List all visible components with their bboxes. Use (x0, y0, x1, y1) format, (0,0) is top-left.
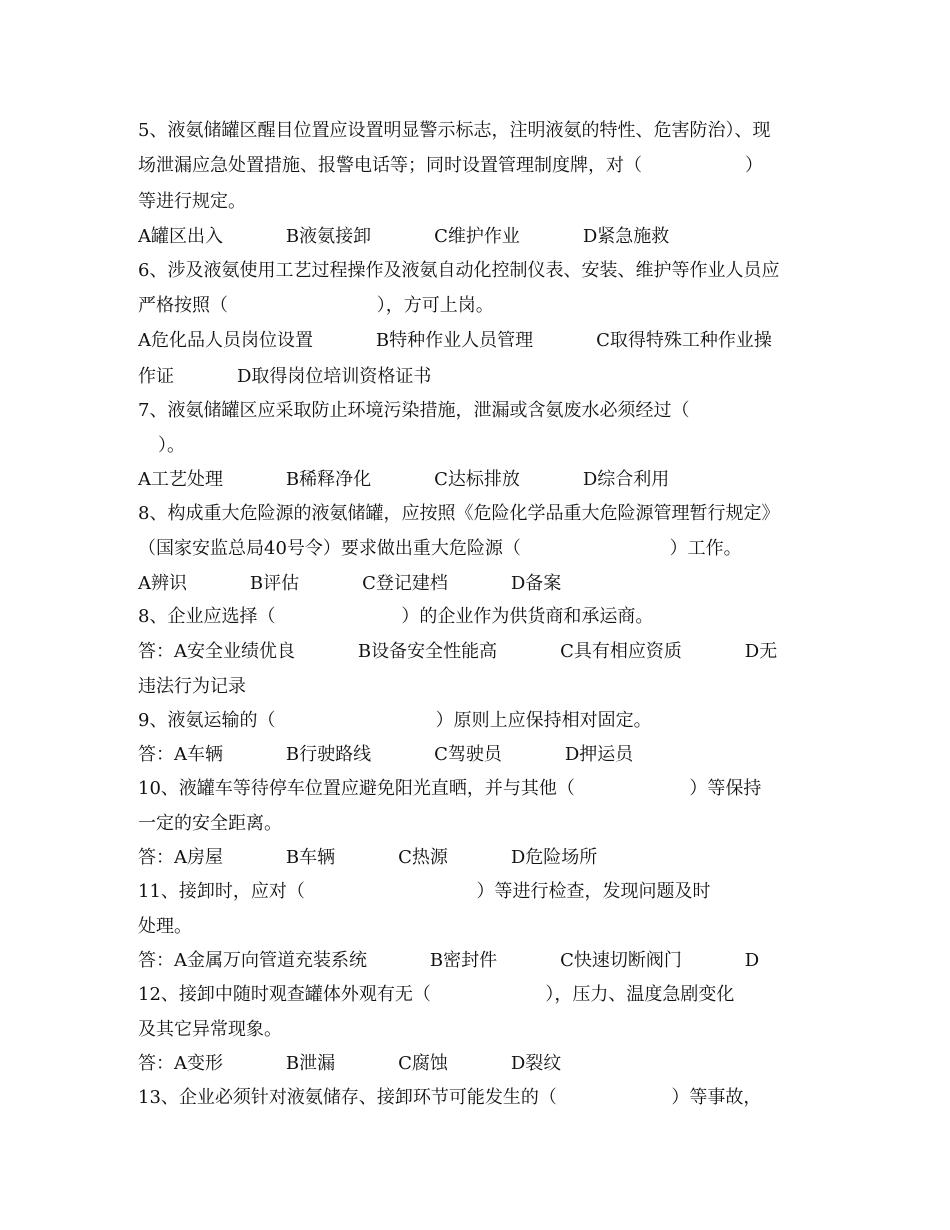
q8b-line-1: 8、企业应选择（ ）的企业作为供货商和承运商。 (138, 606, 654, 627)
q10-line-2: 一定的安全距离。 (138, 813, 282, 834)
q12-options: 答：A变形 B泄漏 C腐蚀 D裂纹 (138, 1053, 562, 1074)
q5-line-1: 5、液氨储罐区醒目位置应设置明显警示标志，注明液氨的特性、危害防治）、现 (138, 120, 771, 141)
q7-line-1: 7、液氨储罐区应采取防止环境污染措施，泄漏或含氨废水必须经过（ (138, 400, 690, 421)
q13-line-1: 13、企业必须针对液氨储存、接卸环节可能发生的（ ）等事故， (138, 1087, 762, 1108)
q5-options: A罐区出入 B液氨接卸 C维护作业 D紧急施救 (138, 226, 670, 247)
q11-line-1: 11、接卸时，应对（ ）等进行检查，发现问题及时 (138, 881, 711, 902)
q6-options-1: A危化品人员岗位设置 B特种作业人员管理 C取得特殊工种作业操 (138, 330, 772, 351)
q12-line-1: 12、接卸中随时观查罐体外观有无（ ），压力、温度急剧变化 (138, 984, 735, 1005)
q8a-line-2: （国家安监总局40号令）要求做出重大危险源（ ）工作。 (138, 538, 742, 559)
q10-line-1: 10、液罐车等待停车位置应避免阳光直晒，并与其他（ ）等保持 (138, 778, 762, 799)
q8a-options: A辨识 B评估 C登记建档 D备案 (138, 573, 562, 594)
q6-line-1: 6、涉及液氨使用工艺过程操作及液氨自动化控制仪表、安装、维护等作业人员应 (138, 260, 780, 281)
q9-line-1: 9、液氨运输的（ ）原则上应保持相对固定。 (138, 710, 652, 731)
q12-line-2: 及其它异常现象。 (138, 1019, 282, 1040)
q8b-options-1: 答：A安全业绩优良 B设备安全性能高 C具有相应资质 D无 (138, 641, 778, 662)
q10-options: 答：A房屋 B车辆 C热源 D危险场所 (138, 847, 598, 868)
q6-options-2: 作证 D取得岗位培训资格证书 (138, 366, 432, 387)
q9-options: 答：A车辆 B行驶路线 C驾驶员 D押运员 (138, 744, 634, 765)
q8a-line-1: 8、构成重大危险源的液氨储罐，应按照《危险化学品重大危险源管理暂行规定》 (138, 503, 780, 524)
q6-line-2: 严格按照（ ），方可上岗。 (138, 295, 494, 316)
q11-options: 答：A金属万向管道充装系统 B密封件 C快速切断阀门 D (138, 950, 760, 971)
q8b-options-2: 违法行为记录 (138, 676, 246, 697)
q7-line-2: ）。 (158, 435, 185, 456)
q5-line-3: 等进行规定。 (138, 191, 246, 212)
q5-line-2: 场泄漏应急处置措施、报警电话等；同时设置管理制度牌，对（ ） (138, 155, 763, 176)
q11-line-2: 处理。 (138, 916, 192, 937)
q7-options: A工艺处理 B稀释净化 C达标排放 D综合利用 (138, 469, 670, 490)
